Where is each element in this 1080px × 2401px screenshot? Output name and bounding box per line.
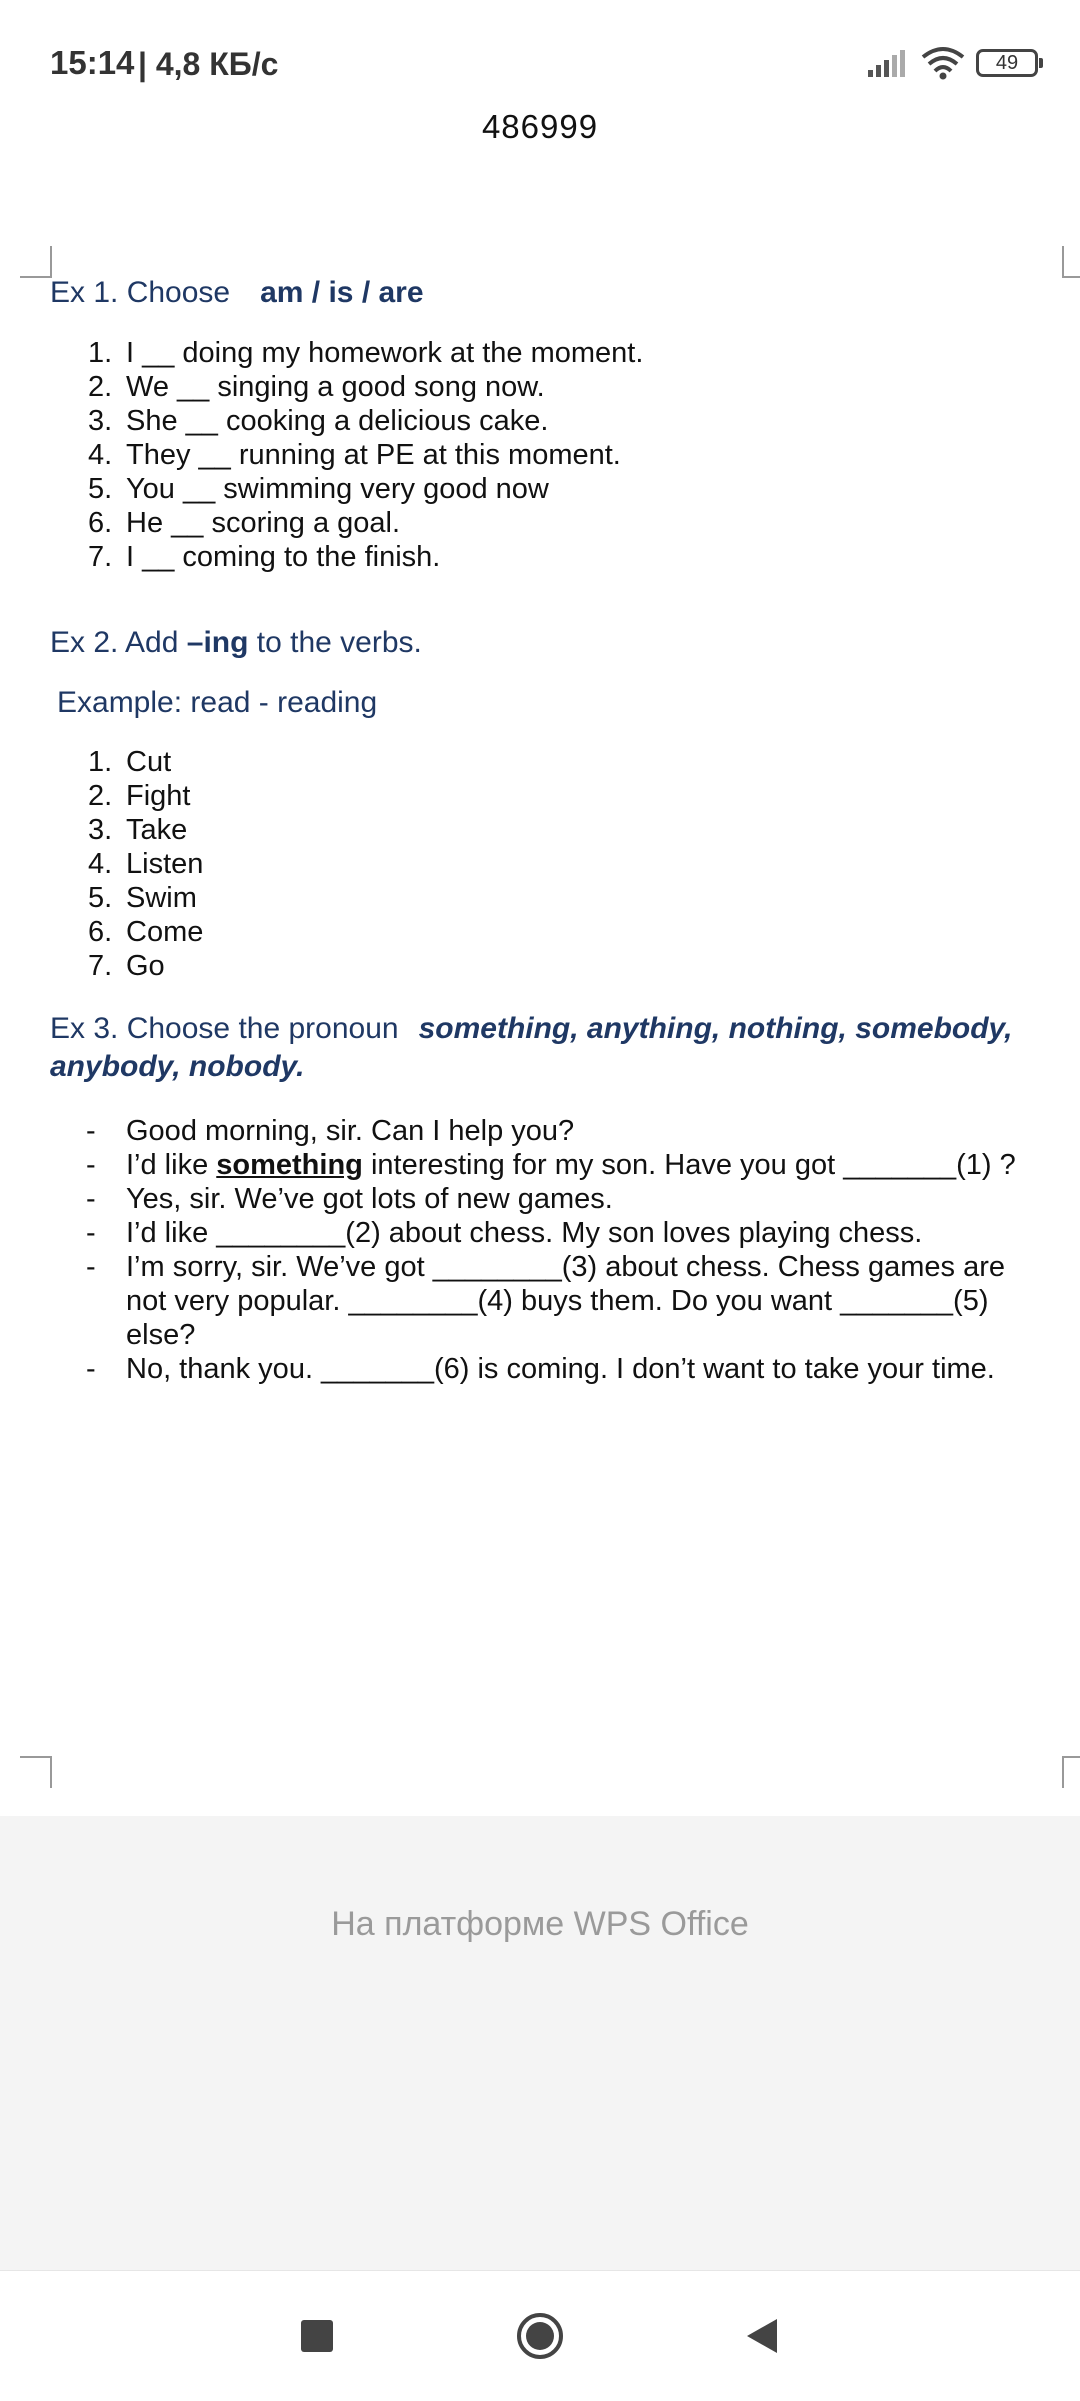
list-item: 4. They __ running at PE at this moment. (88, 439, 621, 471)
list-item: 2. Fight (88, 780, 191, 812)
back-button[interactable] (727, 2301, 797, 2371)
dialog-line: - I’m sorry, sir. We’ve got ________(3) about chess. Chess games are not very popular. ________(4) buys them. Do you want _______(5) else? (86, 1251, 1006, 1351)
list-item: 1. Cut (88, 746, 172, 778)
ex2-list (88, 745, 203, 983)
underlined-word: something (216, 1149, 363, 1181)
status-icons (866, 46, 1038, 80)
page-corner-mark (20, 246, 52, 278)
ex1-heading-options: am / is / are (260, 276, 424, 309)
battery-level: 49 (995, 52, 1019, 74)
page-corner-mark (1062, 246, 1080, 278)
document-footer (0, 1816, 1080, 2270)
ex1-heading-prefix: Ex 1. Choose (50, 276, 231, 309)
ex3-dialog (86, 1114, 1046, 1386)
list-item: 7. I __ coming to the finish. (88, 541, 441, 573)
list-item: 3. Take (88, 814, 188, 846)
document-title: 486999 (481, 108, 599, 145)
ex2-example: Example: read - reading (57, 686, 378, 719)
list-item: 3. She __ cooking a delicious cake. (88, 405, 549, 437)
list-item: 5. Swim (88, 882, 197, 914)
circle-home-icon (515, 2311, 565, 2361)
ex2-heading-bold: –ing (186, 626, 249, 659)
list-item: 2. We __ singing a good song now. (88, 371, 545, 403)
square-icon (299, 2318, 335, 2354)
ex1-list (88, 336, 643, 574)
ex2-heading-prefix: Ex 2. Add (50, 626, 187, 659)
list-item: 4. Listen (88, 848, 204, 880)
home-button[interactable] (505, 2301, 575, 2371)
ex2-heading (50, 626, 422, 660)
list-item: 5. You __ swimming very good now (88, 473, 549, 505)
navigation-bar (0, 2270, 1080, 2401)
triangle-back-icon (743, 2316, 781, 2356)
dialog-line: - Good morning, sir. Can I help you? (86, 1115, 575, 1147)
page-corner-mark (1062, 1756, 1080, 1788)
dialog-line: - Yes, sir. We’ve got lots of new games. (86, 1183, 613, 1215)
recent-apps-button[interactable] (282, 2301, 352, 2371)
wifi-icon (920, 46, 966, 80)
battery-icon (976, 49, 1038, 77)
ex1-heading (50, 276, 424, 310)
status-time: 15:14 (50, 44, 135, 81)
list-item: 6. He __ scoring a goal. (88, 507, 401, 539)
dialog-line: - I’d like ________(2) about chess. My son loves playing chess. (86, 1217, 923, 1249)
ex3-heading-words: something, anything, nothing, somebody, anybody, nobody. (50, 1012, 1013, 1083)
platform-text: На платформе WPS Office (331, 1905, 749, 1943)
ex3-heading (50, 1010, 1050, 1086)
list-item: 7. Go (88, 950, 165, 982)
list-item: 1. I __ doing my homework at the moment. (88, 337, 644, 369)
ex2-heading-suffix: to the verbs. (248, 626, 422, 659)
list-item: 6. Come (88, 916, 204, 948)
status-bar (0, 0, 1080, 120)
dialog-line: - No, thank you. _______(6) is coming. I don’t want to take your time. (86, 1353, 995, 1385)
page-corner-mark (20, 1756, 52, 1788)
ex3-heading-prefix: Ex 3. Choose the pronoun (50, 1012, 399, 1045)
network-speed: | 4,8 КБ/с (138, 46, 279, 82)
dialog-line: - I’d like something interesting for my son. Have you got _______(1) ? (86, 1149, 1016, 1181)
signal-icon (866, 48, 906, 78)
